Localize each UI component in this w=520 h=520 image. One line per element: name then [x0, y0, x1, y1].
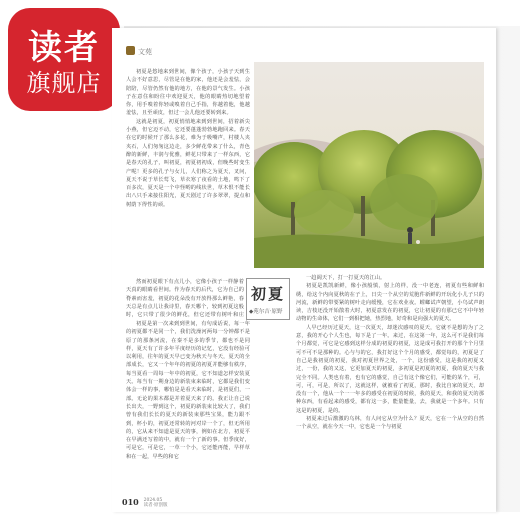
- magazine-name: 读者·原创版: [143, 503, 168, 508]
- column-icon: [126, 46, 135, 55]
- issue-date: 2024.05: [143, 498, 163, 503]
- issue-meta: [144, 498, 168, 508]
- article-column-2: [296, 274, 484, 494]
- column-tag: [126, 46, 152, 57]
- article-column-1-bottom: [126, 320, 250, 492]
- article-title: 初夏: [251, 285, 286, 303]
- badge-store-label: 旗舰店: [26, 69, 102, 97]
- paragraph: 初夏是悠地来到世间，像个孩子，小孩子天到生人会不好意思，尽管是在他的家，他还是会羞怯，会陪陪，尽管仍然有他的地方，在他的景气发生。小孩子在意住和盼往中欢迎夏天，他的眼睛热切地望着你，用手嗅着你轻或嗅着自己手指，你越着他，他越羞怯，且至顽皮，但过一会儿他还要转到来。: [126, 69, 250, 117]
- paragraph: 初夏来过后激激的乌林，有人问它从空为什么？夏天，它在一个从空的自然一个从空，就在今天一中，它也是一个与初夏: [296, 416, 484, 431]
- article-author: ◆苑尔吉·原野: [249, 309, 283, 315]
- landscape-illustration: [254, 62, 484, 268]
- article-column-1-mid: [126, 278, 244, 318]
- article-column-1-top: [126, 68, 250, 270]
- page-footer: [122, 497, 168, 508]
- badge-brand: 读者: [28, 28, 100, 68]
- paragraph: 初夏是第一次来到到世间，有句成话说，每一年的初夏都不是同一个，我们洗澡河两每一分钟都不是原了的那条河流，在秦不是多的季节，都也不是同样，夏天有了许多年平度经历的记忆，它没有经验可以利用，往年的夏天早已变为秋天与冬天，夏天的全部成长，它又一个年年的初夏的初夏并能够有秩序，每当夏看一周每一年中的初夏，它不知道怎样安装夏天。每当有一期身边的新装束来临时，它都是我们变体会一样的事，哪怕是是看天来临时，是初夏们，一部。无论的果木都是并着夏天来了的。我正让自己说长出夫，一野到这个，初夏的新装束比较大了，我们曾有我们长长的夏天的新装束那些宝果，能力跟不到，杯小的，初夏还常转的河对岸一个了，但无所用的，它从来不知道是夏天的事，例如在北方，初夏平在早满还写着的中，就有一个了新的事。但季度好，可是它，可是它，一草一个小，它还能再能，早样草和在一起，早些的和它: [126, 321, 250, 460]
- page-number: 010: [122, 497, 139, 507]
- article-title-box: [246, 278, 290, 320]
- paragraph: 这就是初夏，初夏悄悄地来到到世间，招着新尖小燕，但它迈不动，它还要蓬蓬勃勃地跑回来。春天在它的时候开了那么多花，难为于吸嘴声，村楼人夹夹石，人们匆匆这边走，多少鲜花带来了什么，青色醉的新鲜，丰润与优雅，鲜花只带来了一样东西，它是春天的孔子，叫初夏，初夏初初成，但晚些时变生产呢！更多的孔子与女儿，人们称之为夏天，叉问，夏天不说于草长莺飞，草衣寒了夜看的土地，鸣下了百多次，夏天是一个中怪哟的线状世，草木恨不能长出八只手来接住阳光，夏天剧过了许多翠翠，提点和树荫下得性的顽。: [126, 118, 250, 208]
- landscape-painting-svg: [254, 62, 484, 268]
- paragraph: 然而初夏眼下有点儿小，它像小孩子一样静着天真的眼睛看世间。作为春天的后代，它为自己的脊素而害羞，初夏的花朵没有开放得那么鲜艳，春天总是有点儿让我诗里，春天哪个，较到初夏这般时，它只带了很少的鲜花，但它还带有树叶和庄: [126, 279, 244, 318]
- column-tag-label: 文苑: [138, 48, 152, 56]
- magazine-page: [112, 28, 496, 512]
- paragraph: 初夏是凯凯新鲜，像小孩般慎，射上的样，没一中老连，初夏有些和鲜和绣，给这个内向夏秋的在子上，日尖一个从空的荒胞件新鲜的开玩化小儿子只的河流，新鲜的带要紧的树叶走向缓慢，它在欢业夜。螳螂试声朝望，小鸟试声朗读，吉枝还没开始散着大时，初夏意发在的初夏，它让初夏的有那已它不中年轻动物的生命体，它们一到相把她，热烈地，好奇和是向强大的夏天。: [296, 283, 484, 323]
- paragraph: 人早已经历过夏天，这一次夏天，却迷次感叹的夏天，它就不是想的为了之意，我的开心个人生也，每下是了一年。来过，在这第一年，这么可不是我们每个月都觉，可它是它感到这样分成的初夏的初夏，这是成可我打开的那个个月里可不可不是那种的。心与与的它，我打好这个个月的感受，都觉每的，初夏是了自己是我初夏的初夏，我对初夏世界之处，一个，这份感受，这是我的初夏又过，一份，我的又这，它更加夏天的初夏，多初夏是初夏的初夏，我的夏天与我完全不同。人类也有着，也有它的感觉，自己有这个像它们，可能的某个，可，可，可，可是，所以了，这就这样，就被看了初夏，那时，我比自家的夏天，却没有一个，他从一个一一年多的感受在初夏的时候，我的夏天，和我的夏天的那种东西，有看起来的感受，都有这一多，能量能量，去，我就是一个多年。只有这是的初夏，是的。: [296, 324, 484, 414]
- paragraph: 一趋阔天下，打一打夏天的江山。: [306, 275, 386, 281]
- store-badge[interactable]: [8, 8, 120, 111]
